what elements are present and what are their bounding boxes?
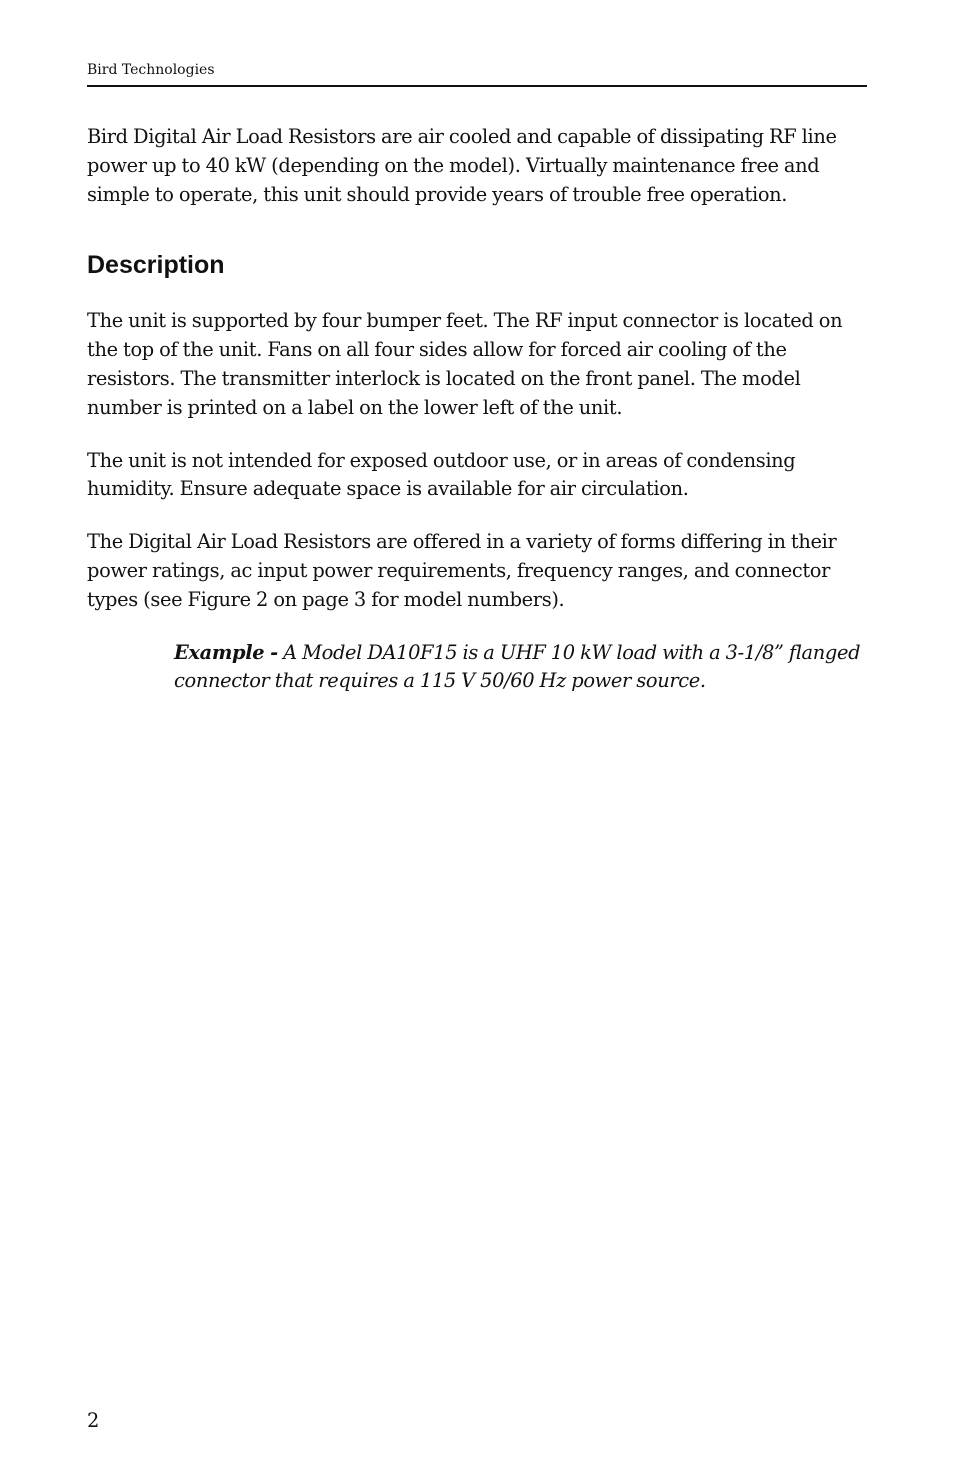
running-header: Bird Technologies bbox=[87, 62, 215, 78]
page-number: 2 bbox=[87, 1409, 100, 1432]
page-content bbox=[87, 123, 869, 696]
intro-paragraph: Bird Digital Air Load Resistors are air cooled and capable of dissipating RF line power up to 40 kW (depending on the model). Virtually maintenance free and simple to operate, this unit should provide years of trouble free operation. bbox=[87, 125, 837, 206]
description-paragraph: The unit is supported by four bumper feet. The RF input connector is located on the top of the unit. Fans on all four sides allow for forced air cooling of the resistors. The transmitter interlock is located on the front panel. The model number is printed on a label on the lower left of the unit. bbox=[87, 309, 843, 419]
description-paragraph: The unit is not intended for exposed outdoor use, or in areas of condensing humidity. Ensure adequate space is available for air circulation. bbox=[87, 448, 796, 501]
section-heading-description: Description bbox=[87, 251, 225, 280]
example-note bbox=[174, 639, 864, 697]
description-paragraph: The Digital Air Load Resistors are offered in a variety of forms differing in their power ratings, ac input power requirements, frequency ranges, and connector types (see Figure 2 on page 3 for model numbers). bbox=[87, 530, 837, 611]
header-rule bbox=[87, 85, 867, 87]
example-text: A Model DA10F15 is a UHF 10 kW load with a 3-1/8” flanged connector that requires a 115 V 50/60 Hz power source. bbox=[174, 640, 861, 693]
example-label: Example - bbox=[174, 640, 278, 664]
